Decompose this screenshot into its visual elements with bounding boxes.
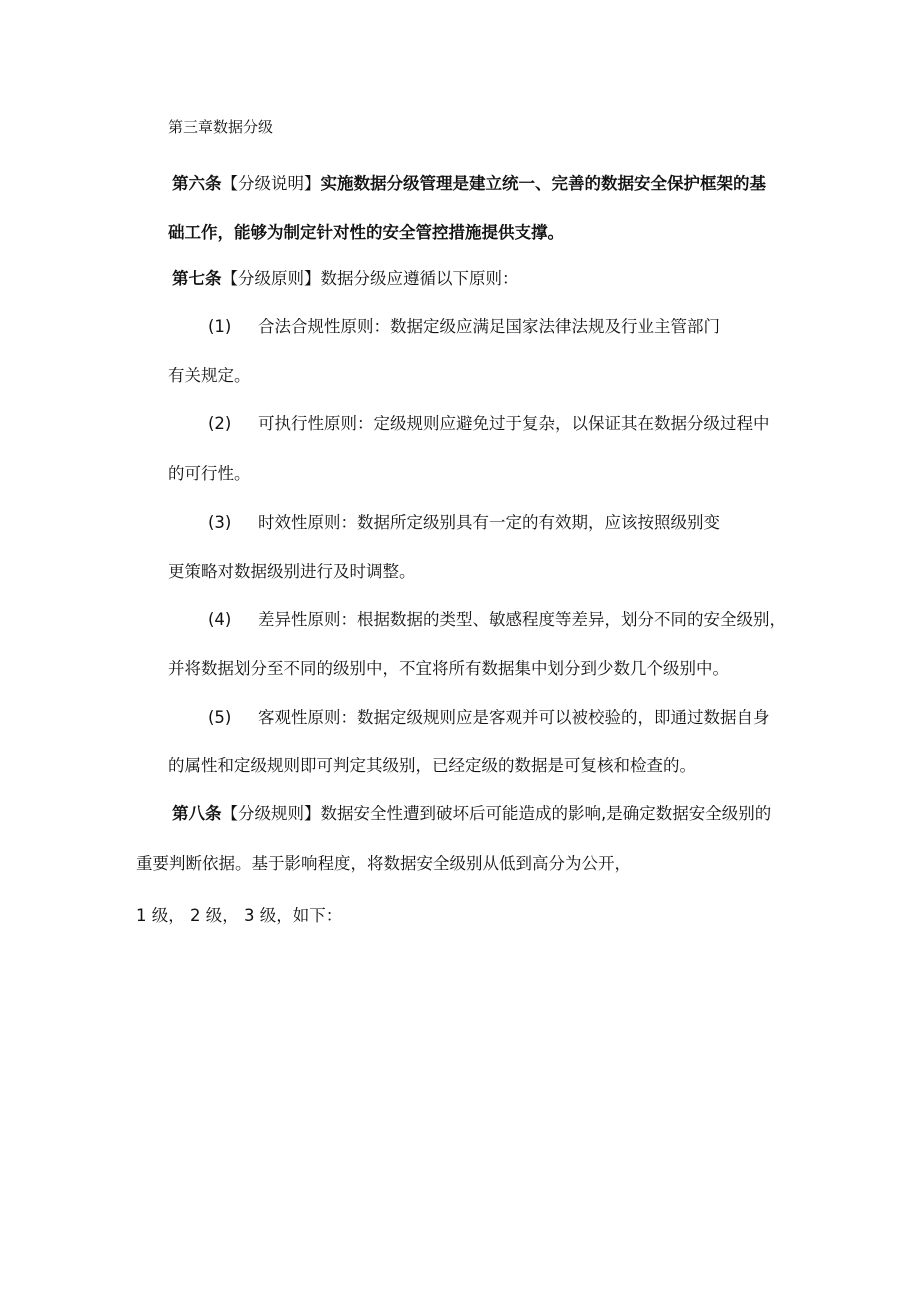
principle-item-1 (208, 319, 720, 336)
article-7-bracket: 【分级原则】 (221, 269, 321, 288)
chapter-title: 第三章数据分级 (168, 118, 274, 136)
article-6-line-2: 础工作，能够为制定针对性的安全管控措施提供支撑。 (168, 223, 564, 242)
article-6-line-1 (172, 176, 766, 193)
article-8-line-1 (172, 806, 771, 823)
item-text: 差异性原则：根据数据的类型、敏感程度等差异，划分不同的安全级别， (258, 610, 786, 629)
article-8-line-3: 1 级， 2 级， 3 级，如下： (136, 906, 343, 925)
article-6-head: 第六条 (172, 174, 222, 193)
principle-item-3 (208, 515, 720, 532)
item-number: (4) (208, 610, 232, 629)
principle-item-2-cont: 的可行性。 (168, 464, 251, 483)
article-6-bracket: 【分级说明】 (221, 174, 321, 193)
article-8-line-2: 重要判断依据。基于影响程度，将数据安全级别从低到高分为公开， (136, 854, 631, 873)
article-7-head: 第七条 (172, 269, 222, 288)
principle-item-4 (208, 612, 786, 629)
item-number: (5) (208, 708, 232, 727)
article-8-bracket: 【分级规则】 (221, 804, 321, 823)
item-text: 时效性原则：数据所定级别具有一定的有效期，应该按照级别变 (258, 513, 720, 532)
item-text: 可执行性原则：定级规则应避免过于复杂，以保证其在数据分级过程中 (258, 414, 770, 433)
principle-item-1-cont: 有关规定。 (168, 366, 251, 385)
principle-item-5-cont: 的属性和定级规则即可判定其级别，已经定级的数据是可复核和检查的。 (168, 756, 696, 775)
item-number: (3) (208, 513, 232, 532)
item-number: (1) (208, 317, 232, 336)
item-number: (2) (208, 414, 232, 433)
item-text: 客观性原则：数据定级规则应是客观并可以被校验的，即通过数据自身 (258, 708, 770, 727)
principle-item-3-cont: 更策略对数据级别进行及时调整。 (168, 562, 416, 581)
article-7-line-1 (172, 271, 519, 288)
article-7-text: 数据分级应遵循以下原则： (320, 269, 519, 288)
principle-item-5 (208, 710, 770, 727)
item-text: 合法合规性原则：数据定级应满足国家法律法规及行业主管部门 (258, 317, 720, 336)
article-8-head: 第八条 (172, 804, 222, 823)
article-8-text: 数据安全性遭到破坏后可能造成的影响,是确定数据安全级别的 (320, 804, 772, 823)
article-6-text: 实施数据分级管理是建立统一、完善的数据安全保护框架的基 (320, 174, 766, 193)
principle-item-2 (208, 416, 770, 433)
principle-item-4-cont: 并将数据划分至不同的级别中，不宜将所有数据集中划分到少数几个级别中。 (168, 659, 729, 678)
